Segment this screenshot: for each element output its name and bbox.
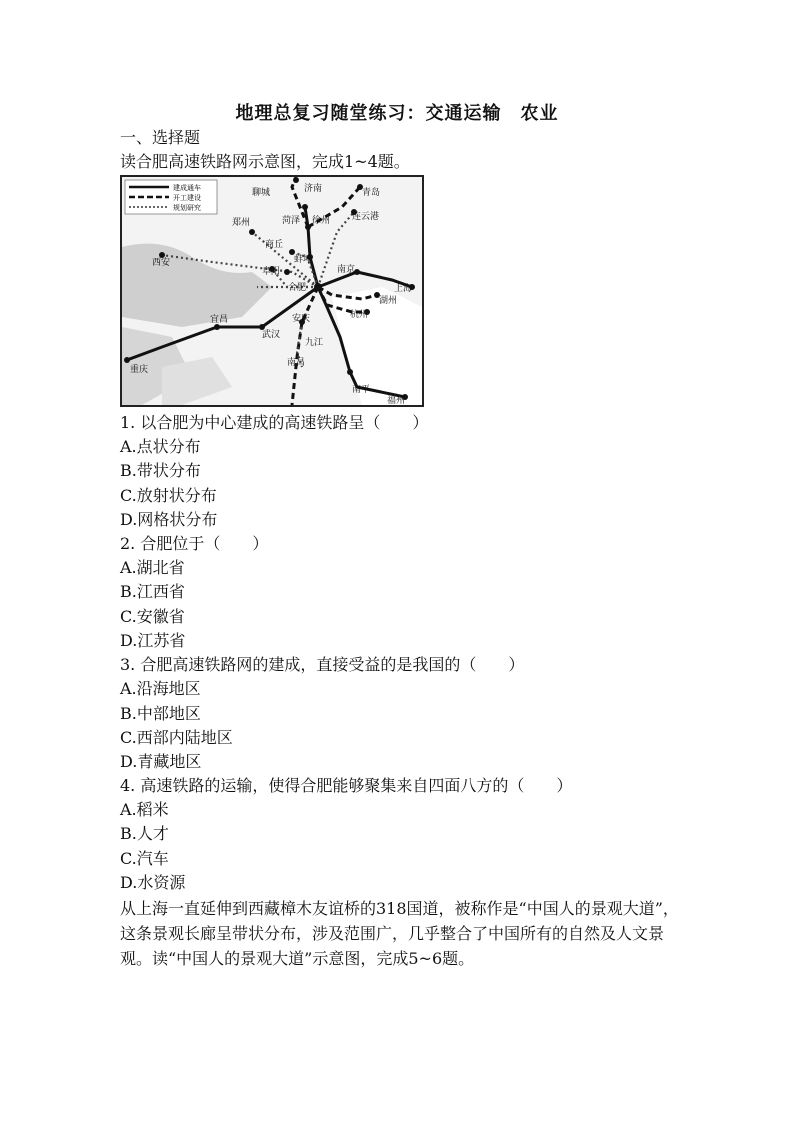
city-label: 南平 [352, 385, 371, 395]
legend-label: 建成通车 [173, 184, 201, 192]
answer-option[interactable]: C.汽车 [120, 849, 169, 868]
legend-label: 开工建设 [173, 194, 201, 202]
answer-option[interactable]: C.西部内陆地区 [120, 728, 233, 747]
city-label: 西安 [152, 258, 171, 268]
city-label: 重庆 [130, 365, 149, 375]
answer-option[interactable]: B.人才 [120, 824, 169, 843]
answer-option[interactable]: B.江西省 [120, 582, 185, 601]
page-title: 地理总复习随堂练习：交通运输 农业 [235, 103, 559, 124]
answer-option[interactable]: B.中部地区 [120, 704, 201, 723]
city-label: 徐州 [312, 216, 331, 226]
city-label: 宜昌 [210, 315, 229, 325]
answer-option[interactable]: D.江苏省 [120, 631, 186, 650]
city-label: 合肥 [288, 283, 307, 293]
map-legend [125, 180, 217, 214]
city-label: 安庆 [292, 314, 311, 324]
hefei-railway-map [120, 175, 424, 407]
city-label: 武汉 [262, 330, 281, 340]
section-heading: 一、选择题 [120, 128, 201, 147]
city-label: 菏泽 [282, 216, 301, 226]
city-label: 杭州 [350, 310, 369, 320]
city-label: 连云港 [352, 212, 380, 222]
city-label: 济南 [304, 184, 323, 194]
answer-option[interactable]: D.网格状分布 [120, 510, 218, 529]
city-label: 九江 [305, 338, 324, 348]
city-label: 聊城 [252, 188, 271, 198]
answer-option[interactable]: A.稻米 [120, 800, 169, 819]
city-label: 上海 [394, 284, 413, 294]
answer-option[interactable]: C.放射状分布 [120, 486, 217, 505]
city-label: 郑州 [232, 218, 251, 228]
answer-option[interactable]: A.点状分布 [120, 437, 201, 456]
answer-option[interactable]: A.湖北省 [120, 558, 185, 577]
answer-option[interactable]: C.安徽省 [120, 607, 185, 626]
legend-label: 规划研究 [173, 204, 201, 212]
city-label: 南昌 [287, 358, 306, 368]
city-label: 湖州 [379, 296, 398, 306]
question-stem: 3. 合肥高速铁路网的建成，直接受益的是我国的（ ） [120, 655, 525, 674]
city-label: 阜阳 [262, 267, 281, 277]
city-label: 商丘 [265, 240, 284, 250]
city-label: 蚌埠 [294, 255, 313, 265]
answer-option[interactable]: A.沿海地区 [120, 679, 201, 698]
city-label: 福州 [387, 396, 406, 405]
answer-option[interactable]: D.水资源 [120, 873, 186, 892]
map-intro: 读合肥高速铁路网示意图，完成1~4题。 [120, 152, 410, 171]
city-label: 南京 [337, 265, 356, 275]
answer-option[interactable]: B.带状分布 [120, 461, 201, 480]
question-stem: 2. 合肥位于（ ） [120, 534, 269, 553]
question-stem: 4. 高速铁路的运输，使得合肥能够聚集来自四面八方的（ ） [120, 776, 573, 795]
question-stem: 1. 以合肥为中心建成的高速铁路呈（ ） [120, 413, 429, 432]
answer-option[interactable]: D.青藏地区 [120, 752, 202, 771]
city-label: 青岛 [362, 188, 381, 198]
reading-passage: 从上海一直延伸到西藏樟木友谊桥的318国道，被称作是“中国人的景观大道”，这条景观长廊呈带状分布，涉及范围广，几乎整合了中国所有的自然及人文景观。读“中国人的景观大道”示意图，完成5~6题。 [120, 899, 679, 968]
